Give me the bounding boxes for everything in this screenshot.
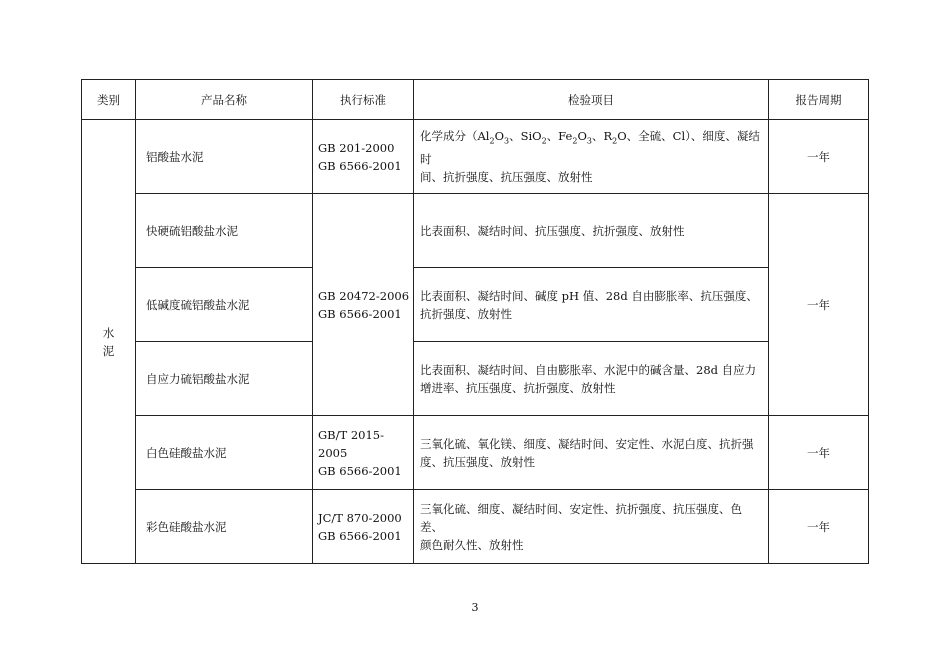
standard-cell — [313, 194, 414, 416]
test-items-cell — [414, 416, 769, 490]
test-items-line: 度、抗压强度、放射性 — [420, 454, 535, 469]
product-name: 白色硅酸盐水泥 — [136, 416, 313, 490]
standard-line: GB 201-2000 — [318, 140, 395, 155]
header-category: 类别 — [82, 80, 136, 120]
product-name: 彩色硅酸盐水泥 — [136, 490, 313, 564]
standard-cell — [313, 490, 414, 564]
page-number: 3 — [471, 601, 479, 614]
header-test-items: 检验项目 — [414, 80, 769, 120]
test-items-line: 间、抗折强度、抗压强度、放射性 — [420, 170, 593, 185]
test-items-line: 三氧化硫、氧化镁、细度、凝结时间、安定性、水泥白度、抗折强 — [420, 436, 754, 451]
category-char: 泥 — [102, 343, 115, 358]
table-row — [82, 194, 869, 268]
product-standards-table — [81, 79, 869, 564]
product-name: 铝酸盐水泥 — [136, 120, 313, 194]
product-name: 快硬硫铝酸盐水泥 — [136, 194, 313, 268]
test-items-line: 化学成分（$Al_2O_3$、SiO$_2$、$Fe_2O_3$、$R_2O$、全硫、Cl）、细度、凝结时 — [420, 128, 760, 167]
table-row — [82, 268, 869, 342]
test-items-line: 比表面积、凝结时间、自由膨胀率、水泥中的碱含量、28d 自应力 — [420, 362, 757, 377]
report-period: 一年 — [769, 490, 869, 564]
category-cell — [82, 120, 136, 564]
table-header-row — [82, 80, 869, 120]
product-name: 低碱度硫铝酸盐水泥 — [136, 268, 313, 342]
product-name: 自应力硫铝酸盐水泥 — [136, 342, 313, 416]
report-period: 一年 — [769, 120, 869, 194]
test-items-line: 比表面积、凝结时间、碱度 pH 值、28d 自由膨胀率、抗压强度、 — [420, 288, 758, 303]
standard-line: GB/T 2015-2005 — [318, 427, 384, 460]
report-period: 一年 — [769, 194, 869, 416]
standard-line: GB 20472-2006 — [318, 288, 410, 303]
test-items-line: 颜色耐久性、放射性 — [420, 537, 524, 552]
test-items-cell — [414, 194, 769, 268]
table-row — [82, 342, 869, 416]
test-items-line: 抗折强度、放射性 — [420, 306, 512, 321]
header-report-period: 报告周期 — [769, 80, 869, 120]
header-standard: 执行标准 — [313, 80, 414, 120]
report-period: 一年 — [769, 416, 869, 490]
table-row — [82, 416, 869, 490]
test-items-cell — [414, 268, 769, 342]
standard-line: GB 6566-2001 — [318, 463, 402, 478]
test-items-cell — [414, 490, 769, 564]
test-items-cell — [414, 120, 769, 194]
standard-line: GB 6566-2001 — [318, 306, 402, 321]
standard-cell — [313, 416, 414, 490]
test-items-line: 三氧化硫、细度、凝结时间、安定性、抗折强度、抗压强度、色差、 — [420, 501, 742, 534]
table-row — [82, 120, 869, 194]
standard-line: JC/T 870-2000 — [318, 510, 402, 525]
category-char: 水 — [102, 325, 115, 340]
test-items-cell — [414, 342, 769, 416]
test-items-line: 比表面积、凝结时间、抗压强度、抗折强度、放射性 — [420, 223, 685, 238]
standard-line: GB 6566-2001 — [318, 158, 402, 173]
standard-line: GB 6566-2001 — [318, 528, 402, 543]
table-row — [82, 490, 869, 564]
header-product-name: 产品名称 — [136, 80, 313, 120]
test-items-line: 增进率、抗压强度、抗折强度、放射性 — [420, 380, 616, 395]
standard-cell — [313, 120, 414, 194]
